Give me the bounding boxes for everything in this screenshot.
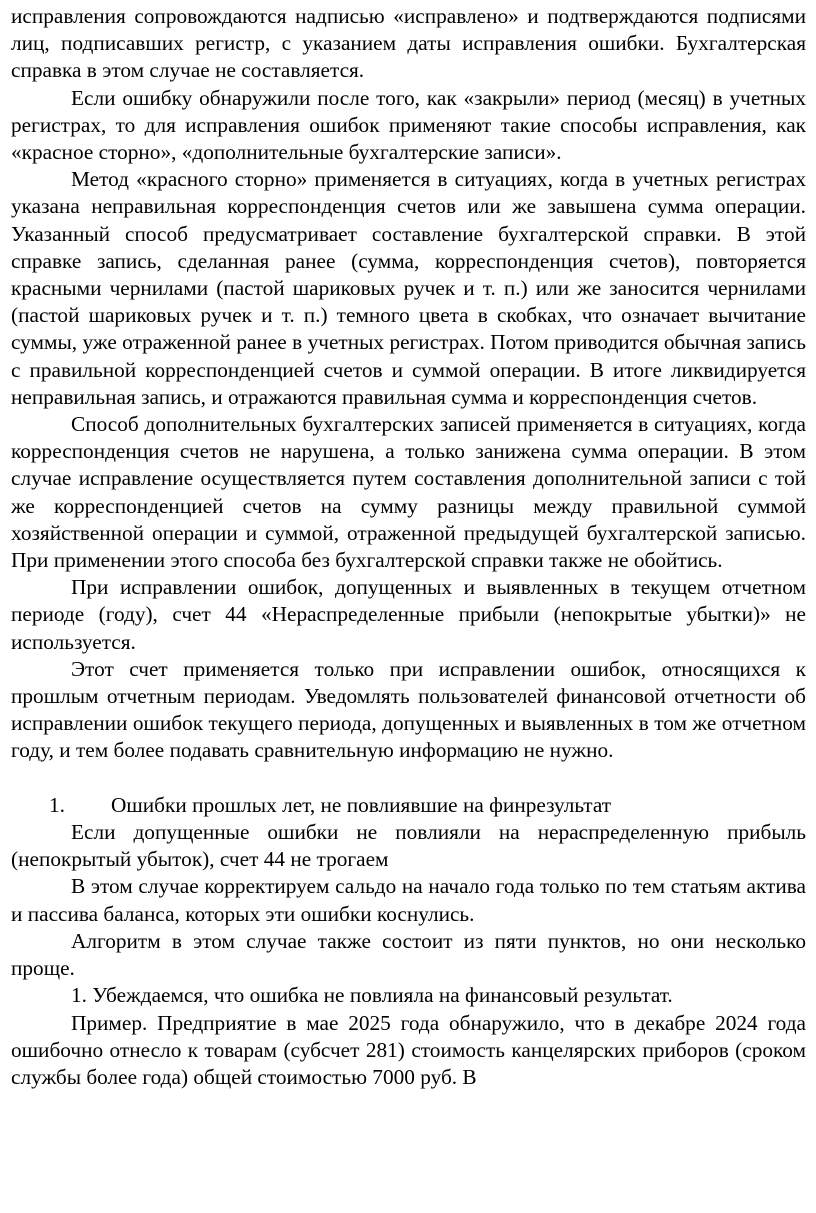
list-item-number: 1. bbox=[49, 792, 65, 817]
paragraph-step-one: 1. Убеждаемся, что ошибка не повлияла на финансовый результат. bbox=[71, 983, 673, 1008]
paragraph-no-retained-earnings-impact: Если допущенные ошибки не повлияли на нераспределенную прибыль (непокрытый убыток), счет 44 не трогаем bbox=[11, 820, 806, 872]
paragraph-additional-entries: Способ дополнительных бухгалтерских записей применяется в ситуациях, когда корреспонденция счетов не нарушена, а только занижена сумма операции. В этом случае исправление осуществляется путем составления дополнительной записи с той же корреспонденцией счетов на сумму разницы между правильной суммой хозяйственной операции и суммой, отраженной предыдущей бухгалтерской записью. При применении этого способа без бухгалтерской справки также не обойтись. bbox=[11, 412, 806, 573]
paragraph-closed-period: Если ошибку обнаружили после того, как «закрыли» период (месяц) в учетных регистрах, то для исправления ошибок применяют такие способы исправления, как «красное сторно», «дополнительные бухгалтерские записи». bbox=[11, 85, 806, 165]
paragraph-red-storno: Метод «красного сторно» применяется в ситуациях, когда в учетных регистрах указана неправильная корреспонденция счетов или же завышена сумма операции. Указанный способ предусматривает составление бухгалтерской справки. В этой справке запись, сделанная ранее (сумма, корреспонденция счетов), повторяется красными чернилами (пастой шариковых ручек и т. п.) или же заносится чернилами (пастой шариковых ручек и т. п.) темного цвета в скобках, что означает вычитание суммы, уже отраженной ранее в учетных регистрах. Потом приводится обычная запись с правильной корреспонденцией счетов и суммой операции. В итоге ликвидируется неправильная запись, и отражаются правильная сумма и корреспонденция счетов. bbox=[11, 167, 806, 409]
paragraph-balance-adjustment: В этом случае корректируем сальдо на начало года только по тем статьям актива и пассива баланса, которых эти ошибки коснулись. bbox=[11, 874, 806, 926]
paragraph-current-period: При исправлении ошибок, допущенных и выявленных в текущем отчетном периоде (году), счет 44 «Нераспределенные прибыли (непокрытые убытки)» не используется. bbox=[11, 575, 806, 654]
paragraph-correction-note: исправления сопровождаются надписью «исправлено» и подтверждаются подписями лиц, подписавших регистр, с указанием даты исправления ошибки. Бухгалтерская справка в этом случае не составляется. bbox=[11, 4, 806, 83]
blank-line bbox=[11, 765, 806, 792]
list-item-heading: Ошибки прошлых лет, не повлиявшие на финрезультат bbox=[111, 792, 612, 817]
paragraph-example: Пример. Предприятие в мае 2025 года обнаружило, что в декабре 2024 года ошибочно отнесло к товарам (субсчет 281) стоимость канцелярских приборов (сроком службы более года) общей стоимостью 7000 руб. В bbox=[11, 1010, 806, 1089]
list-item-prior-year-errors bbox=[11, 792, 806, 819]
document-page bbox=[11, 3, 806, 1091]
paragraph-prior-periods: Этот счет применяется только при исправлении ошибок, относящихся к прошлым отчетным периодам. Уведомлять пользователей финансовой отчетности об исправлении ошибок текущего периода, допущенных и выявленных в том же отчетном году, и тем более подавать сравнительную информацию не нужно. bbox=[11, 656, 806, 763]
paragraph-algorithm: Алгоритм в этом случае также состоит из пяти пунктов, но они несколько проще. bbox=[11, 928, 806, 981]
